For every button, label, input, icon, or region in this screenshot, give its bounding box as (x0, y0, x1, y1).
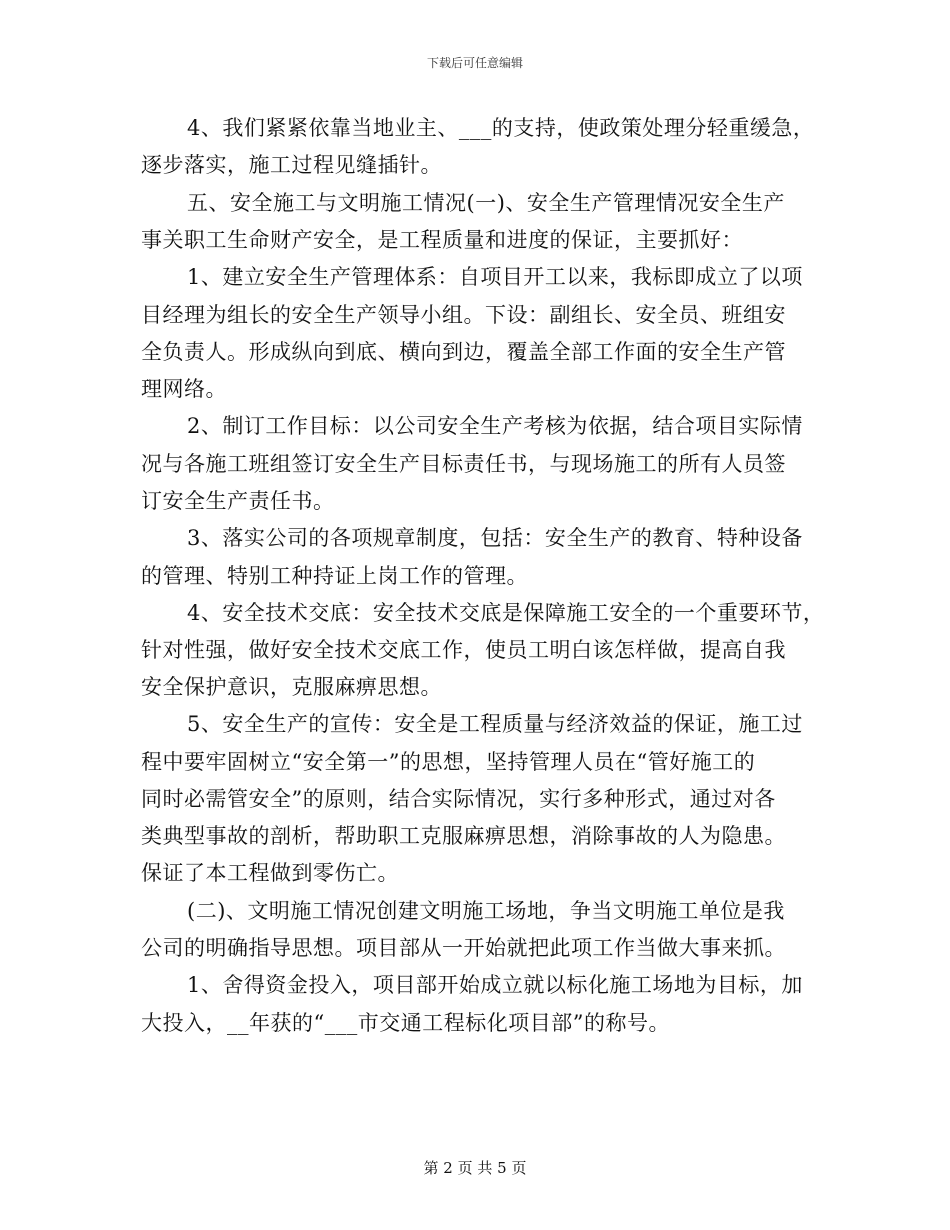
text-line: 1、建立安全生产管理体系：自项目开工以来，我标即成立了以项 (187, 265, 803, 289)
text-line: 事关职工生命财产安全，是工程质量和进度的保证，主要抓好： (141, 228, 743, 252)
text-line: 安全保护意识，克服麻痹思想。 (141, 675, 442, 699)
text-line: 1、舍得资金投入，项目部开始成立就以标化施工场地为目标，加 (187, 973, 803, 997)
text-line: 5、安全生产的宣传：安全是工程质量与经济效益的保证，施工过 (187, 712, 803, 736)
text-line: 针对性强，做好安全技术交底工作，使员工明白该怎样做，提高自我 (141, 638, 786, 662)
text-line: 公司的明确指导思想。项目部从一开始就把此项工作当做大事来抓。 (141, 936, 786, 960)
text-line: 逐步落实，施工过程见缝插针。 (141, 153, 442, 177)
text-line: 4、我们紧紧依靠当地业主、___的支持，使政策处理分轻重缓急， (187, 116, 815, 140)
text-line: 大投入，__年获的“___市交通工程标化项目部”的称号。 (141, 1011, 670, 1035)
text-line: 理网络。 (141, 377, 227, 401)
text-line: 3、落实公司的各项规章制度，包括：安全生产的教育、特种设备 (187, 526, 803, 550)
text-line: 保证了本工程做到零伤亡。 (141, 861, 399, 885)
text-line: 订安全生产责任书。 (141, 489, 335, 513)
text-line: 4、安全技术交底：安全技术交底是保障施工安全的一个重要环节， (187, 601, 825, 625)
text-line: 类典型事故的剖析，帮助职工克服麻痹思想，消除事故的人为隐患。 (141, 824, 786, 848)
text-line: 程中要牢固树立“安全第一”的思想，坚持管理人员在“管好施工的 (141, 750, 756, 774)
text-line: 2、制订工作目标：以公司安全生产考核为依据，结合项目实际情 (187, 414, 803, 438)
text-line: 目经理为组长的安全生产领导小组。下设：副组长、安全员、班组安 (141, 303, 786, 327)
text-line: (二)、文明施工情况创建文明施工场地，争当文明施工单位是我 (187, 899, 785, 923)
text-line: 的管理、特别工种持证上岗工作的管理。 (141, 564, 528, 588)
page-header: 下载后可任意编辑 (426, 56, 523, 70)
page-footer: 第 2 页 共 5 页 (423, 1159, 527, 1177)
text-line: 同时必需管安全”的原则，结合实际情况，实行多种形式，通过对各 (141, 787, 776, 811)
text-line: 五、安全施工与文明施工情况(一)、安全生产管理情况安全生产 (187, 191, 785, 215)
text-line: 况与各施工班组签订安全生产目标责任书，与现场施工的所有人员签 (141, 452, 786, 476)
text-line: 全负责人。形成纵向到底、横向到边，覆盖全部工作面的安全生产管 (141, 340, 786, 364)
